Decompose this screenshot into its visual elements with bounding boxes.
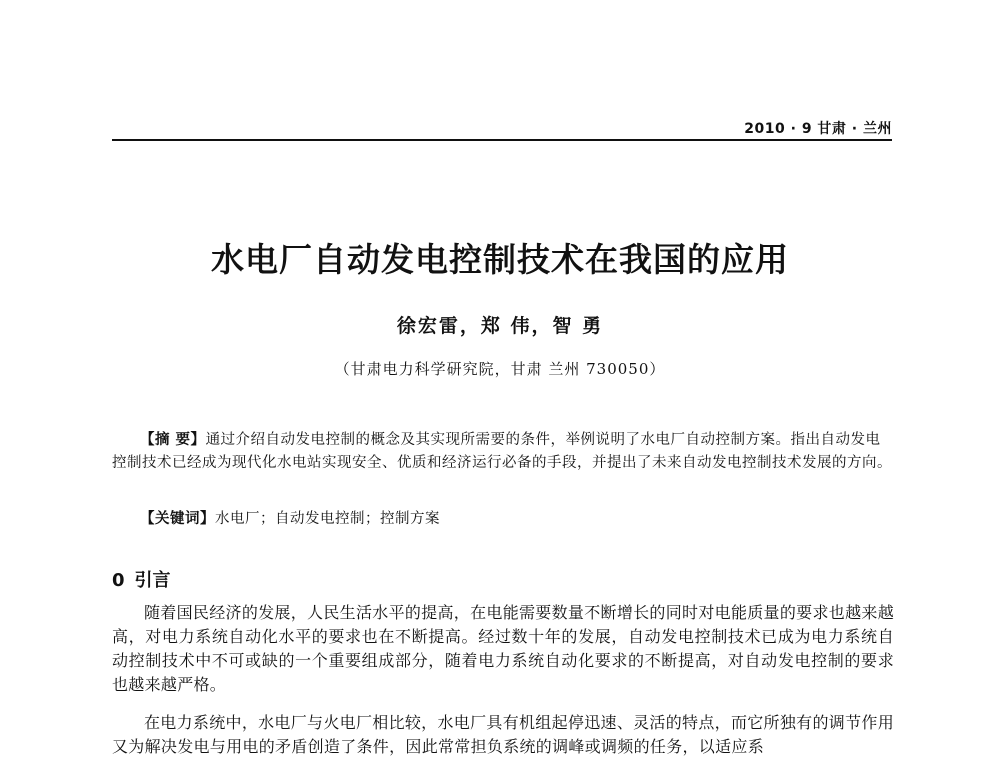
paper-authors: 徐宏雷，郑 伟，智 勇 xyxy=(396,315,604,337)
header-rule xyxy=(112,139,892,141)
keywords-text: 水电厂；自动发电控制；控制方案 xyxy=(215,511,440,527)
keywords-label: 【关键词】 xyxy=(140,510,215,527)
body-paragraph: 在电力系统中，水电厂与火电厂相比较，水电厂具有机组起停迅速、灵活的特点，而它所独有的调节作用又为解决发电与用电的矛盾创造了条件，因此常常担负系统的调峰或调频的任务，以适应系 xyxy=(112,713,894,756)
issue-location-header: 2010 · 9 甘肃 · 兰州 xyxy=(744,121,892,137)
paper-affiliation: （甘肃电力科学研究院，甘肃 兰州 730050） xyxy=(334,360,666,378)
section-number: 0 xyxy=(112,570,125,591)
abstract-label: 【摘 要】 xyxy=(140,431,206,448)
section-heading-introduction xyxy=(112,566,171,592)
section-title: 引言 xyxy=(134,570,171,591)
keywords xyxy=(140,507,894,528)
abstract-text: 通过介绍自动发电控制的概念及其实现所需要的条件，举例说明了水电厂自动控制方案。指出自动发电控制技术已经成为现代化水电站实现安全、优质和经济运行必备的手段，并提出了未来自动发电控制技术发展的方向。 xyxy=(112,432,892,471)
body-paragraph: 随着国民经济的发展，人民生活水平的提高，在电能需要数量不断增长的同时对电能质量的要求也越来越高，对电力系统自动化水平的要求也在不断提高。经过数十年的发展，自动发电控制技术已成为电力系统自动控制技术中不可或缺的一个重要组成部分，随着电力系统自动化要求的不断提高，对自动发电控制的要求也越来越严格。 xyxy=(112,603,894,694)
abstract xyxy=(112,428,894,475)
paper-title: 水电厂自动发电控制技术在我国的应用 xyxy=(211,240,789,279)
